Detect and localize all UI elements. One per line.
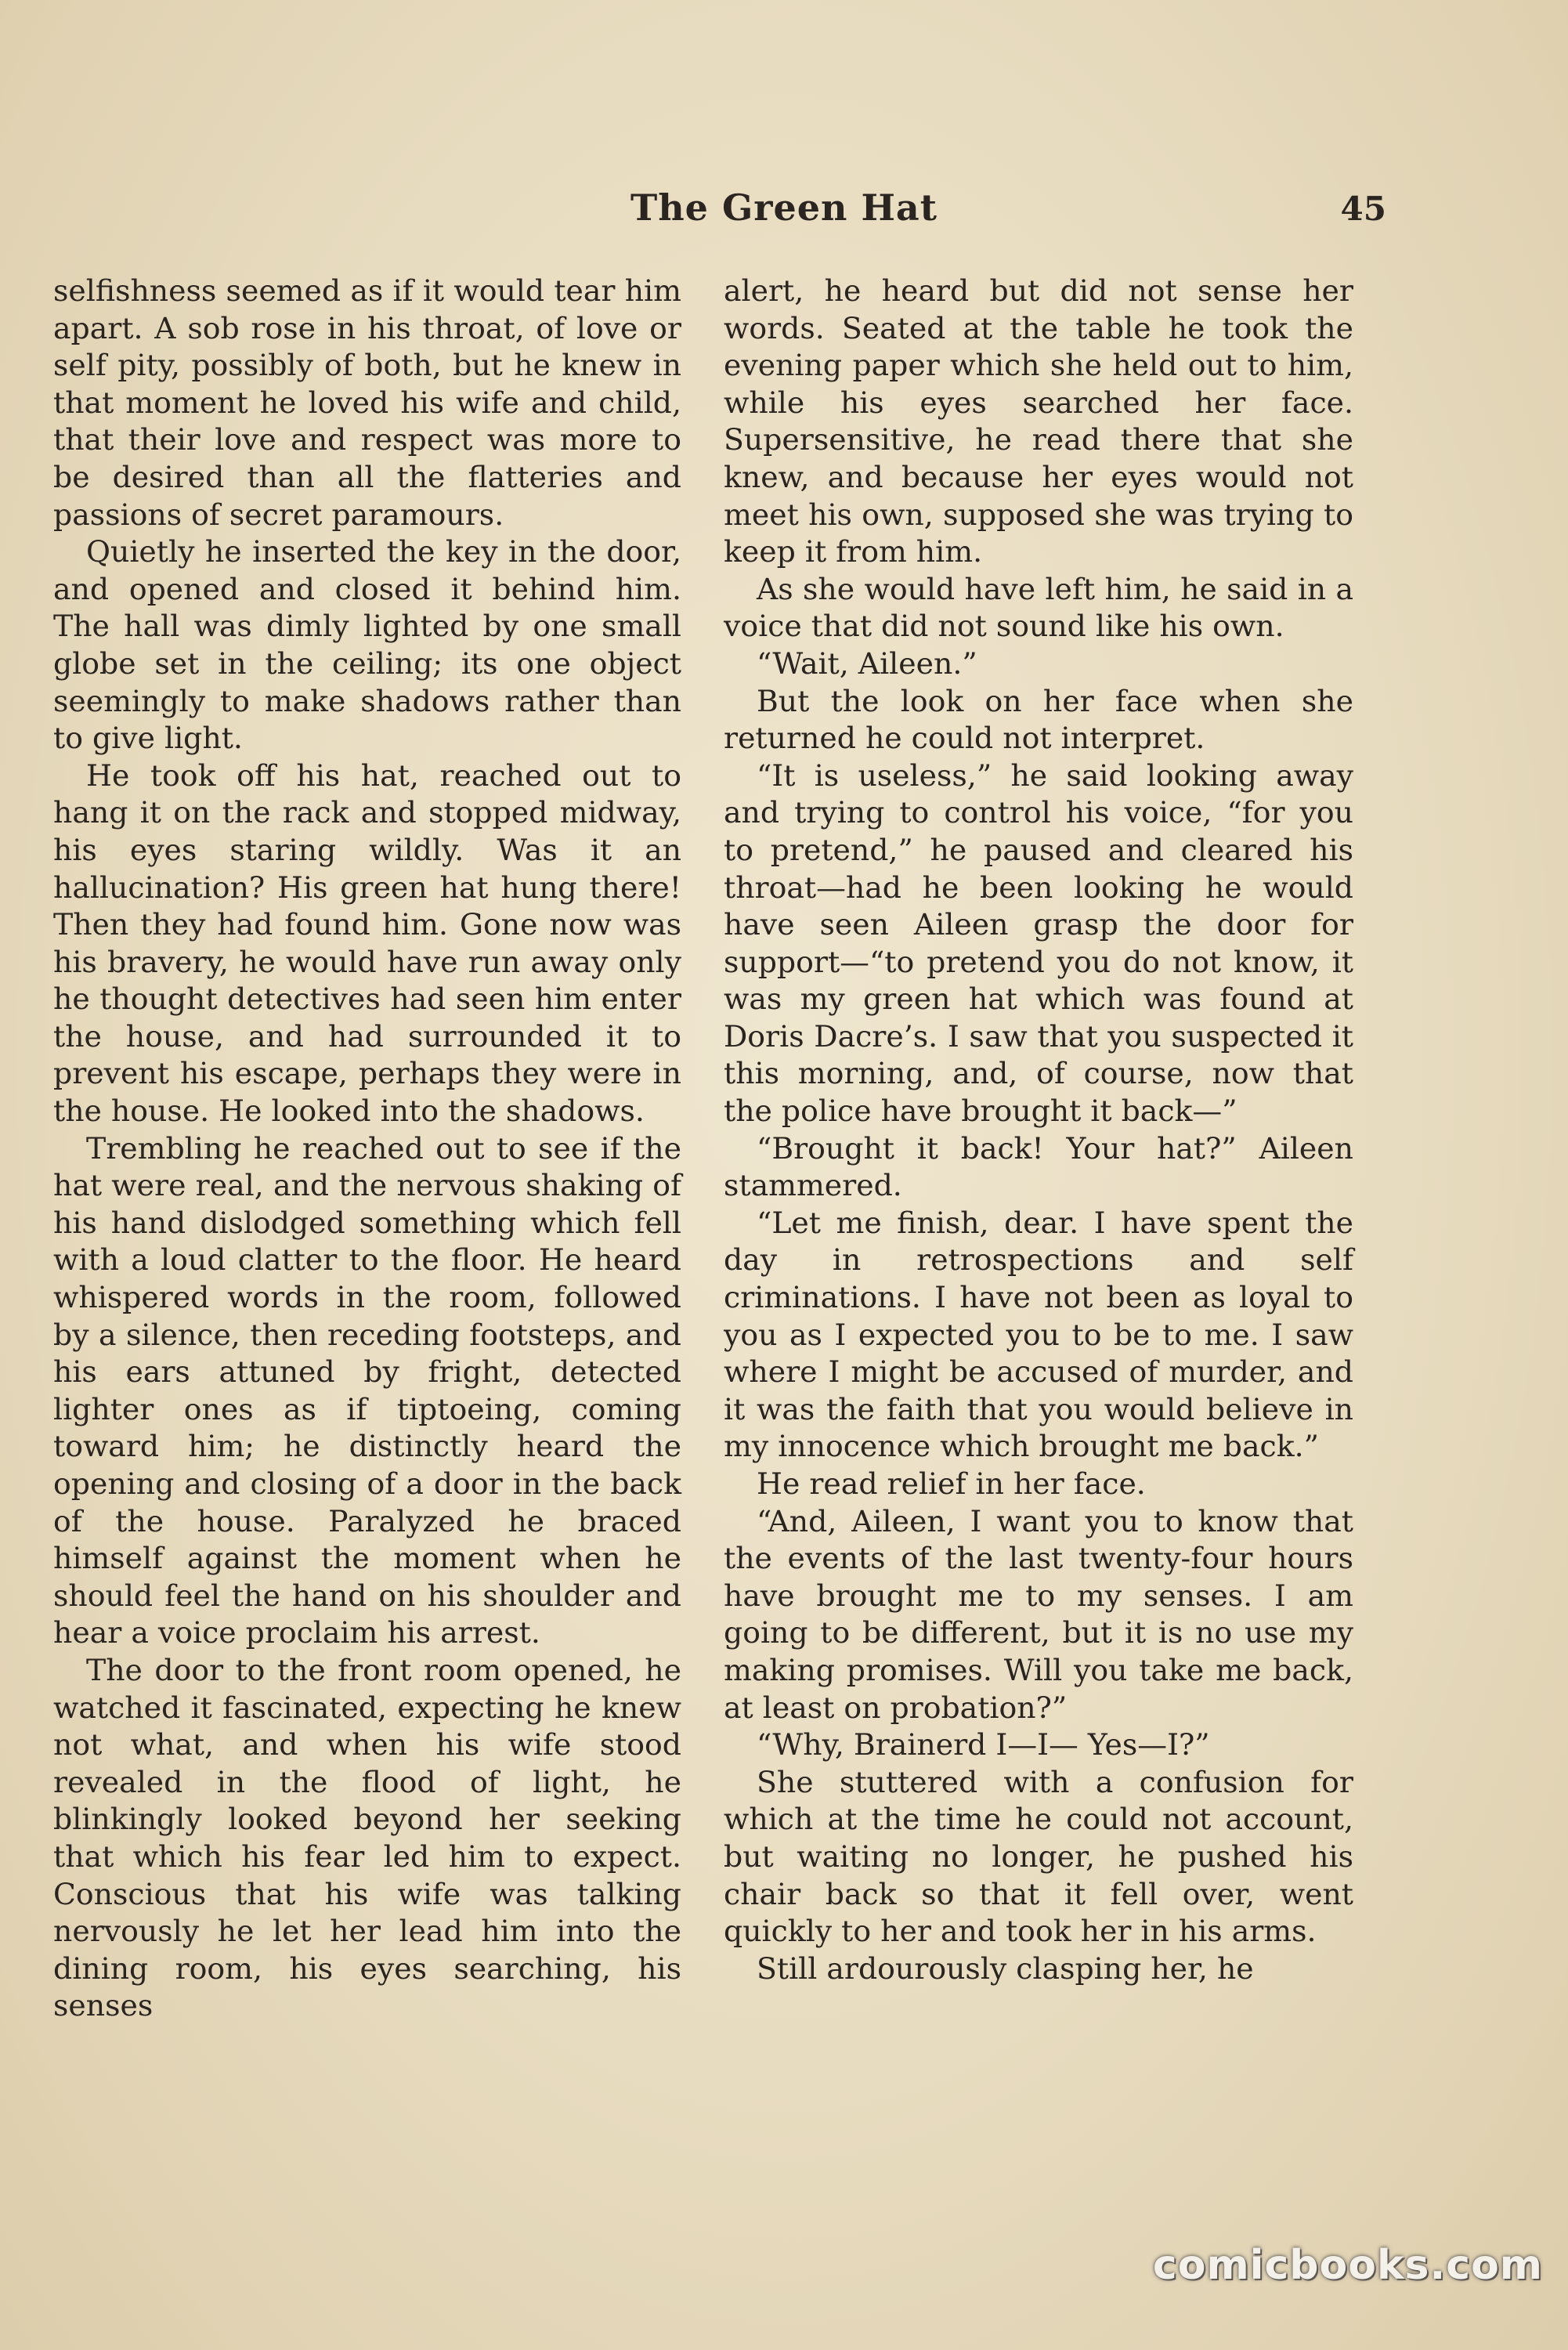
paragraph: She stuttered with a confusion for which at the time he could not account, but waiting no longer, he pushed his chair back so that it fell over, went quickly to her and took her in his arms. [724, 1764, 1353, 1949]
paragraph: Quietly he inserted the key in the door, and opened and closed it behind him. The hall was dimly lighted by one small globe set in the ceiling; its one object seemingly to make shadows rather than to give light. [53, 534, 681, 756]
paragraph: “Brought it back! Your hat?” Aileen stammered. [724, 1130, 1353, 1203]
running-title: The Green Hat [630, 186, 938, 229]
paragraph: He read relief in her face. [757, 1466, 1146, 1501]
text-column-left [53, 273, 681, 2025]
paragraph: selfishness seemed as if it would tear him apart. A sob rose in his throat, of love or self pity, possibly of both, but he knew in that moment he loved his wife and child, that their love and respect was more to be desired than all the flatteries and passions of secret paramours. [53, 273, 681, 532]
site-watermark: comicbooks.com [1152, 2242, 1543, 2289]
paragraph: Trembling he reached out to see if the hat were real, and the nervous shaking of his hand dislodged something which fell with a loud clatter to the floor. He heard whispered words in the room, followed by a silence, then receding footsteps, and his ears attuned by fright, detected lighter ones as if tiptoeing, coming toward him; he distinctly heard the opening and closing of a door in the back of the house. Paralyzed he braced himself against the moment when he should feel the hand on his shoulder and hear a voice proclaim his arrest. [53, 1130, 681, 1650]
paragraph: “And, Aileen, I want you to know that the events of the last twenty-four hours have brought me to my senses. I am going to be different, but it is no use my making promises. Will you take me back, at least on probation?” [724, 1503, 1353, 1725]
paragraph: “It is useless,” he said looking away and trying to control his voice, “for you to pretend,” he paused and cleared his throat—had he been looking he would have seen Aileen grasp the door for support—“to pretend you do not know, it was my green hat which was found at Doris Dacre’s. I saw that you suspected it this morning, and, of course, now that the police have brought it back—” [724, 757, 1353, 1129]
page-number: 45 [1340, 190, 1386, 228]
paragraph: He took off his hat, reached out to hang it on the rack and stopped midway, his eyes staring wildly. Was it an hallucination? His green hat hung there! Then they had found him. Gone now was his bravery, he would have run away only he thought detectives had seen him enter the house, and had surrounded it to prevent his escape, perhaps they were in the house. He looked into the shadows. [53, 757, 681, 1129]
paragraph: The door to the front room opened, he watched it fascinated, expecting he knew not what, and when his wife stood revealed in the flood of light, he blinkingly looked beyond her seeking that which his fear led him to expect. Conscious that his wife was talking nervously he let her lead him into the dining room, his eyes searching, his senses [53, 1652, 681, 2023]
paragraph: “Wait, Aileen.” [757, 645, 977, 681]
paragraph: As she would have left him, he said in a voice that did not sound like his own. [724, 571, 1353, 644]
paragraph: “Why, Brainerd I—I— Yes—I?” [757, 1727, 1210, 1762]
paragraph: Still ardourously clasping her, he [757, 1950, 1254, 1986]
paragraph: alert, he heard but did not sense her words. Seated at the table he took the evening paper which she held out to him, while his eyes searched her face. Supersensitive, he read there that she knew, and because her eyes would not meet his own, supposed she was trying to keep it from him. [724, 273, 1353, 569]
page-header [0, 186, 1568, 241]
text-column-right [724, 273, 1353, 1987]
paragraph: “Let me finish, dear. I have spent the day in retrospections and self criminations. I have not been as loyal to you as I expected you to be to me. I saw where I might be accused of murder, and it was the faith that you would believe in my innocence which brought me back.” [724, 1205, 1353, 1464]
paragraph: But the look on her face when she returned he could not interpret. [724, 683, 1353, 756]
